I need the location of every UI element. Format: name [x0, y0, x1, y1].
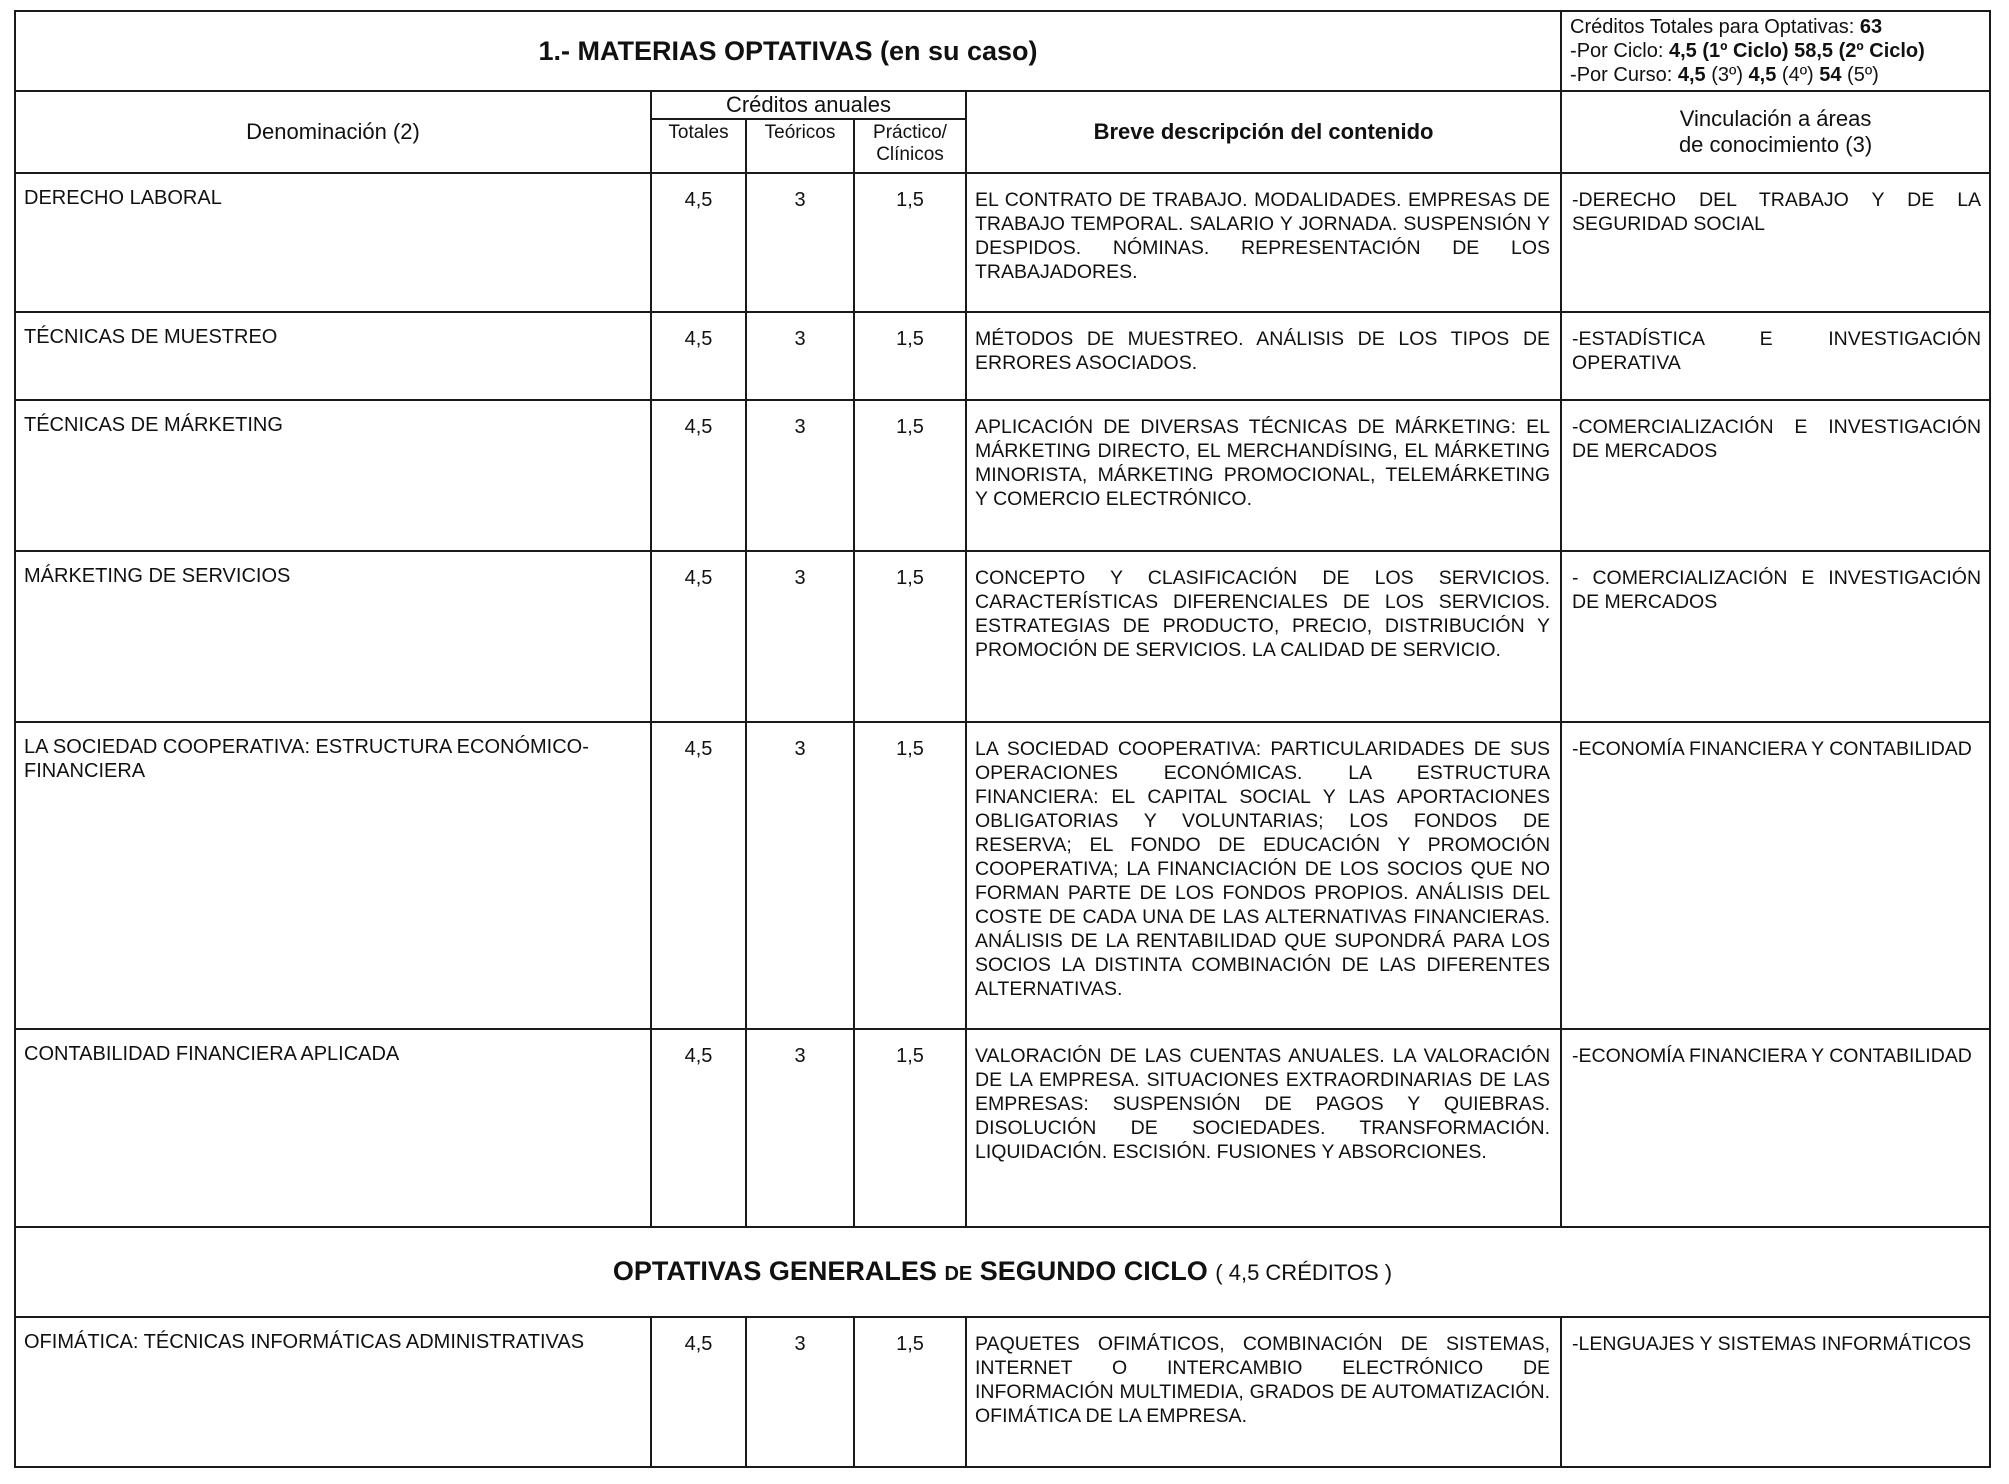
col-vinculacion [1561, 91, 1990, 173]
credits-teoricos: 3 [746, 722, 854, 1029]
col-totales: Totales [651, 119, 746, 173]
knowledge-area: -COMERCIALIZACIÓN E INVESTIGACIÓN DE MERCADOS [1561, 400, 1990, 551]
subject-name: TÉCNICAS DE MÁRKETING [15, 400, 651, 551]
credits-practicos: 1,5 [854, 1317, 966, 1467]
table-row [15, 722, 1990, 1029]
section-heading [15, 1227, 1990, 1317]
col-vinculacion-line2: de conocimiento (3) [1678, 132, 1873, 157]
table-row [15, 1029, 1990, 1227]
course3-credits: 4,5 [1677, 64, 1706, 86]
cycle2-credits: 58,5 [1794, 40, 1834, 62]
credits-totales: 4,5 [651, 551, 746, 722]
table-row [15, 400, 1990, 551]
credits-practicos: 1,5 [854, 400, 966, 551]
course5-label: (5º) [1847, 64, 1879, 86]
subject-description: CONCEPTO Y CLASIFICACIÓN DE LOS SERVICIOS. CARACTERÍSTICAS DIFERENCIALES DE LOS SERVICIOS. ESTRATEGIAS DE PRODUCTO, PRECIO, DISTRIBUCIÓN Y PROMOCIÓN DE SERVICIOS. LA CALIDAD DE SERVICIO. [966, 551, 1561, 722]
materias-optativas-table [14, 10, 1991, 1468]
credits-practicos: 1,5 [854, 1029, 966, 1227]
col-creditos-anuales: Créditos anuales [651, 91, 966, 119]
credits-teoricos: 3 [746, 173, 854, 312]
table-row [15, 312, 1990, 400]
col-teoricos: Teóricos [746, 119, 854, 173]
credits-practicos: 1,5 [854, 722, 966, 1029]
col-practicos-line1: Práctico/ [873, 122, 947, 143]
credits-teoricos: 3 [746, 1029, 854, 1227]
table-row [15, 1317, 1990, 1467]
section-row [15, 1227, 1990, 1317]
credits-practicos: 1,5 [854, 173, 966, 312]
credits-totales: 4,5 [651, 722, 746, 1029]
knowledge-area: -DERECHO DEL TRABAJO Y DE LA SEGURIDAD SOCIAL [1561, 173, 1990, 312]
subject-description: PAQUETES OFIMÁTICOS, COMBINACIÓN DE SISTEMAS, INTERNET O INTERCAMBIO ELECTRÓNICO DE INFORMACIÓN MULTIMEDIA, GRADOS DE AUTOMATIZACIÓN. OFIMÁTICA DE LA EMPRESA. [966, 1317, 1561, 1467]
per-cycle-label: -Por Ciclo: [1570, 40, 1664, 62]
subject-description: VALORACIÓN DE LAS CUENTAS ANUALES. LA VALORACIÓN DE LA EMPRESA. SITUACIONES EXTRAORDINARIAS DE LAS EMPRESAS: SUSPENSIÓN DE PAGOS Y QUIEBRAS. DISOLUCIÓN DE SOCIEDADES. TRANSFORMACIÓN. LIQUIDACIÓN. ESCISIÓN. FUSIONES Y ABSORCIONES. [966, 1029, 1561, 1227]
col-descripcion: Breve descripción del contenido [966, 91, 1561, 173]
subject-name: MÁRKETING DE SERVICIOS [15, 551, 651, 722]
credits-teoricos: 3 [746, 551, 854, 722]
totals-value: 63 [1859, 16, 1883, 38]
credits-totales: 4,5 [651, 173, 746, 312]
course4-label: (4º) [1781, 64, 1814, 86]
subject-name: OFIMÁTICA: TÉCNICAS INFORMÁTICAS ADMINISTRATIVAS [15, 1317, 651, 1467]
knowledge-area: -ECONOMÍA FINANCIERA Y CONTABILIDAD [1561, 1029, 1990, 1227]
cycle2-label: (2º Ciclo) [1838, 40, 1925, 62]
course4-credits: 4,5 [1748, 64, 1777, 86]
table-row [15, 173, 1990, 312]
per-course-label: -Por Curso: [1570, 64, 1673, 86]
credits-totales: 4,5 [651, 312, 746, 400]
column-header-row [15, 91, 1990, 119]
subject-description: MÉTODOS DE MUESTREO. ANÁLISIS DE LOS TIPOS DE ERRORES ASOCIADOS. [966, 312, 1561, 400]
subject-description: APLICACIÓN DE DIVERSAS TÉCNICAS DE MÁRKETING: EL MÁRKETING DIRECTO, EL MERCHANDÍSING, EL MÁRKETING MINORISTA, MÁRKETING PROMOCIONAL, TELEMÁRKETING Y COMERCIO ELECTRÓNICO. [966, 400, 1561, 551]
section-heading-part3: SEGUNDO CICLO [979, 1255, 1208, 1286]
credits-totales: 4,5 [651, 1317, 746, 1467]
course3-label: (3º) [1711, 64, 1743, 86]
knowledge-area: - COMERCIALIZACIÓN E INVESTIGACIÓN DE MERCADOS [1561, 551, 1990, 722]
table-row [15, 551, 1990, 722]
cycle1-label: (1º Ciclo) [1702, 40, 1789, 62]
subject-name: LA SOCIEDAD COOPERATIVA: ESTRUCTURA ECONÓMICO-FINANCIERA [15, 722, 651, 1029]
credits-totales: 4,5 [651, 400, 746, 551]
knowledge-area: -ESTADÍSTICA E INVESTIGACIÓN OPERATIVA [1561, 312, 1990, 400]
subject-name: CONTABILIDAD FINANCIERA APLICADA [15, 1029, 651, 1227]
section-heading-part2: DE [944, 1262, 973, 1285]
subject-description: EL CONTRATO DE TRABAJO. MODALIDADES. EMPRESAS DE TRABAJO TEMPORAL. SALARIO Y JORNADA. SUSPENSIÓN Y DESPIDOS. NÓMINAS. REPRESENTACIÓN DE LOS TRABAJADORES. [966, 173, 1561, 312]
knowledge-area: -LENGUAJES Y SISTEMAS INFORMÁTICOS [1561, 1317, 1990, 1467]
col-denominacion: Denominación (2) [15, 91, 651, 173]
subject-name: TÉCNICAS DE MUESTREO [15, 312, 651, 400]
credits-practicos: 1,5 [854, 551, 966, 722]
credit-totals-box [1561, 11, 1990, 91]
page-title: 1.- MATERIAS OPTATIVAS (en su caso) [15, 11, 1561, 91]
totals-label: Créditos Totales para Optativas: [1570, 16, 1855, 38]
optativas-document [14, 10, 1989, 1468]
col-practicos [854, 119, 966, 173]
knowledge-area: -ECONOMÍA FINANCIERA Y CONTABILIDAD [1561, 722, 1990, 1029]
section-heading-credits: ( 4,5 CRÉDITOS ) [1215, 1259, 1393, 1285]
section-heading-part1: OPTATIVAS GENERALES [612, 1255, 937, 1286]
col-vinculacion-line1: Vinculación a áreas [1679, 106, 1872, 131]
credits-teoricos: 3 [746, 312, 854, 400]
credits-practicos: 1,5 [854, 312, 966, 400]
credits-teoricos: 3 [746, 1317, 854, 1467]
subject-name: DERECHO LABORAL [15, 173, 651, 312]
col-practicos-line2: Clínicos [876, 144, 944, 165]
cycle1-credits: 4,5 [1668, 40, 1697, 62]
credits-totales: 4,5 [651, 1029, 746, 1227]
course5-credits: 54 [1819, 64, 1842, 86]
title-row [15, 11, 1990, 91]
subject-description: LA SOCIEDAD COOPERATIVA: PARTICULARIDADES DE SUS OPERACIONES ECONÓMICAS. LA ESTRUCTURA FINANCIERA: EL CAPITAL SOCIAL Y LAS APORTACIONES OBLIGATORIAS Y VOLUNTARIAS; LOS FONDOS DE RESERVA; EL FONDO DE EDUCACIÓN Y PROMOCIÓN COOPERATIVA; LA FINANCIACIÓN DE LOS SOCIOS QUE NO FORMAN PARTE DE LOS FONDOS PROPIOS. ANÁLISIS DEL COSTE DE CADA UNA DE LAS ALTERNATIVAS FINANCIERAS. ANÁLISIS DE LA RENTABILIDAD QUE SUPONDRÁ PARA LOS SOCIOS LA DISTINTA COMBINACIÓN DE LAS DIFERENTES ALTERNATIVAS. [966, 722, 1561, 1029]
credits-teoricos: 3 [746, 400, 854, 551]
